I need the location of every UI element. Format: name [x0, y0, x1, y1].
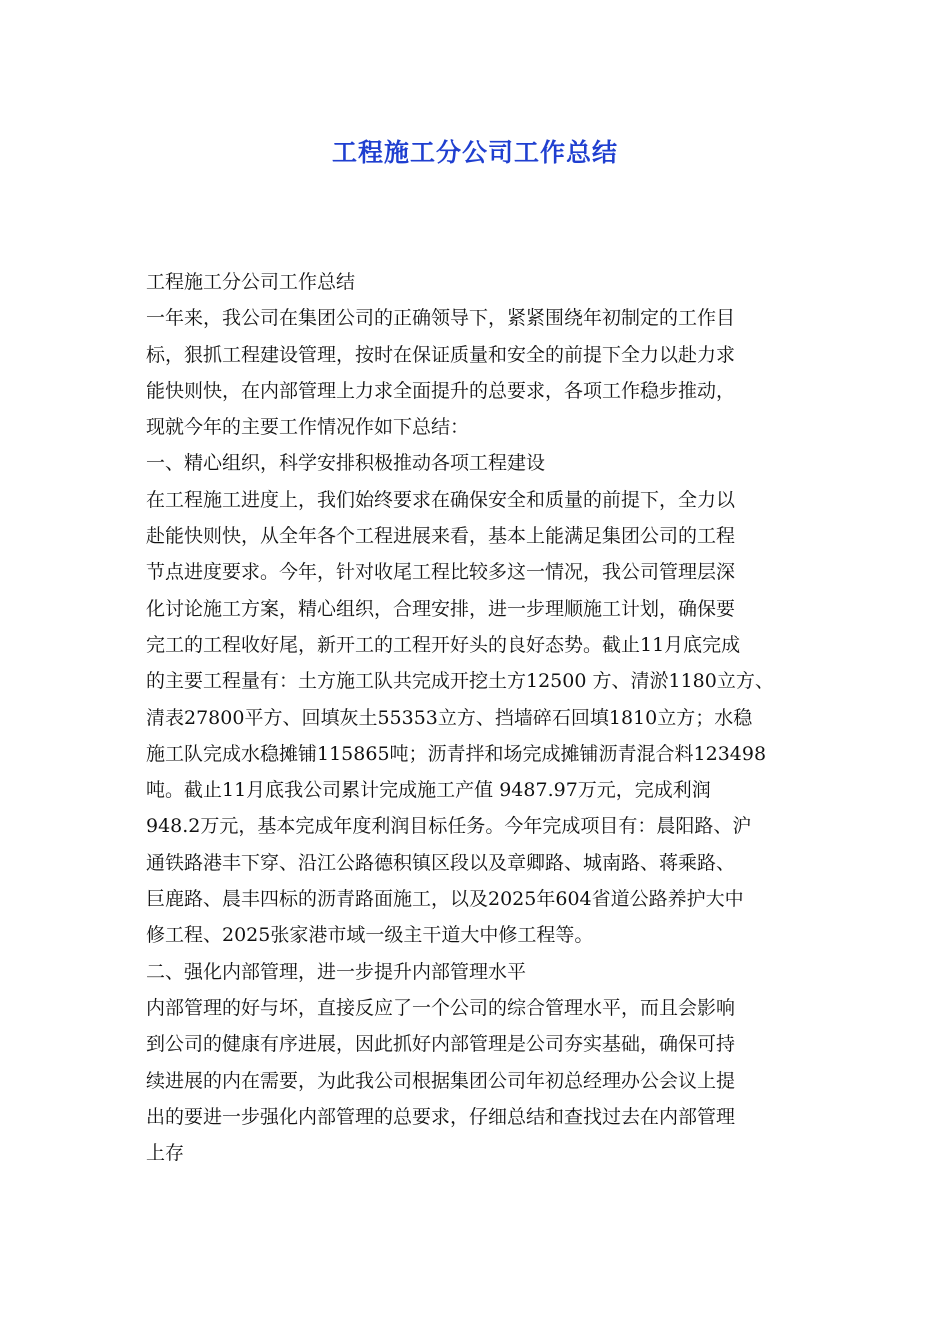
- body-line: 吨。截止11月底我公司累计完成施工产值 9487.97万元，完成利润: [146, 779, 711, 802]
- body-line: 能快则快，在内部管理上力求全面提升的总要求，各项工作稳步推动，: [146, 379, 736, 402]
- body-line: 赴能快则快，从全年各个工程进展来看，基本上能满足集团公司的工程: [146, 525, 736, 548]
- body-line: 到公司的健康有序进展，因此抓好内部管理是公司夯实基础，确保可持: [146, 1033, 736, 1056]
- body-line: 修工程、2025张家港市域一级主干道大中修工程等。: [146, 924, 594, 947]
- body-line: 948.2万元，基本完成年度利润目标任务。今年完成项目有：晨阳路、沪: [146, 815, 752, 838]
- body-line: 的主要工程量有：土方施工队共完成开挖土方12500 方、清淤1180立方、: [146, 670, 774, 693]
- section-heading: 二、强化内部管理，进一步提升内部管理水平: [146, 960, 527, 983]
- body-line: 上存: [146, 1142, 185, 1165]
- body-line: 现就今年的主要工作情况作如下总结：: [146, 416, 470, 439]
- document-title: 工程施工分公司工作总结: [331, 138, 618, 167]
- body-line: 通铁路港丰下穿、沿江公路德积镇区段以及章卿路、城南路、蒋乘路、: [146, 851, 736, 874]
- section-heading: 一、精心组织，科学安排积极推动各项工程建设: [146, 452, 546, 475]
- body-line: 工程施工分公司工作总结: [146, 271, 356, 293]
- body-line: 一年来，我公司在集团公司的正确领导下，紧紧围绕年初制定的工作目: [146, 307, 736, 330]
- body-line: 施工队完成水稳摊铺115865吨；沥青拌和场完成摊铺沥青混合料123498: [146, 742, 767, 765]
- body-line: 节点进度要求。今年，针对收尾工程比较多这一情况，我公司管理层深: [146, 561, 736, 584]
- body-line: 在工程施工进度上，我们始终要求在确保安全和质量的前提下，全力以: [146, 488, 736, 511]
- body-line: 出的要进一步强化内部管理的总要求，仔细总结和查找过去在内部管理: [146, 1105, 736, 1128]
- body-line: 化讨论施工方案，精心组织，合理安排，进一步理顺施工计划，确保要: [146, 597, 736, 620]
- body-line: 清表27800平方、回填灰土55353立方、挡墙碎石回填1810立方；水稳: [146, 706, 753, 729]
- body-line: 续进展的内在需要，为此我公司根据集团公司年初总经理办公会议上提: [146, 1069, 736, 1092]
- body-line: 内部管理的好与坏，直接反应了一个公司的综合管理水平，而且会影响: [146, 996, 736, 1019]
- body-line: 完工的工程收好尾，新开工的工程开好头的良好态势。截止11月底完成: [146, 633, 741, 656]
- body-line: 巨鹿路、晨丰四标的沥青路面施工，以及2025年604省道公路养护大中: [146, 888, 744, 911]
- body-line: 标，狠抓工程建设管理，按时在保证质量和安全的前提下全力以赴力求: [146, 343, 736, 366]
- document-body: [146, 264, 816, 1171]
